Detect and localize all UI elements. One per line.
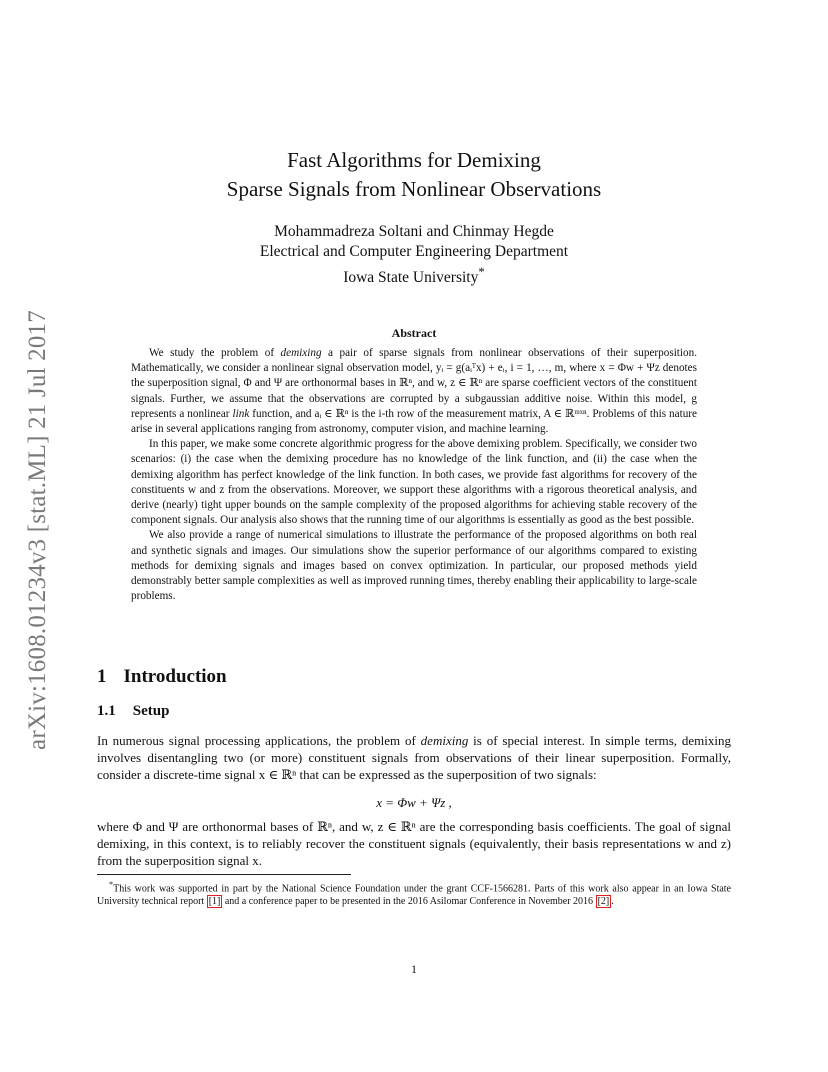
title-line-1: Fast Algorithms for Demixing [287, 148, 541, 172]
footnote: *This work was supported in part by the National Science Foundation under the grant CCF-1566281. Parts of this work also appear in an Iowa State University technical report [1] and a conference paper to be presented in the 2016 Asilomar Conference in November 2016 [2] . [97, 880, 731, 908]
section-title: Introduction [123, 666, 227, 687]
body-paragraph-2: where Φ and Ψ are orthonormal bases of ℝⁿ, and w, z ∈ ℝⁿ are the corresponding basis coefficients. The goal of signal demixing, in this context, is to reliably recover the constituent signals (equivalently, their basis representations w and z) from the superposition signal x. [97, 819, 731, 868]
abstract-paragraph-2: In this paper, we make some concrete algorithmic progress for the above demixing problem. Specifically, we consider two scenarios: (i) the case when the demixing procedure has no knowledge of the link function, and (ii) the case when the demixing algorithm has perfect knowledge of the link function. In both cases, we provide fast algorithms for recovery of the constituents w and z from the observations. Moreover, we support these algorithms with a rigorous theoretical analysis, and derive (nearly) tight upper bounds on the sample complexity of the proposed algorithms for achieving stable recovery of the component signals. Our analysis also shows that the running time of our algorithms is essentially as good as the best possible. [131, 438, 697, 527]
page-number: 1 [411, 962, 417, 976]
author-university: Iowa State University* [343, 264, 485, 287]
subsection-title: Setup [132, 703, 170, 719]
title-line-2: Sparse Signals from Nonlinear Observations [226, 177, 602, 201]
footnote-marker: * [478, 264, 485, 279]
section-heading [97, 666, 227, 688]
display-equation: x = Φw + Ψz , [376, 795, 452, 810]
author-block [0, 222, 828, 288]
footnote-rule [97, 874, 351, 875]
author-department: Electrical and Computer Engineering Department [259, 243, 569, 260]
citation-link-2[interactable]: [2] [597, 896, 610, 908]
paper-title [0, 146, 828, 204]
citation-link-1[interactable]: [1] [208, 896, 221, 908]
abstract-paragraph-1: We study the problem of demixing a pair of sparse signals from nonlinear observations of their superposition. Mathematically, we consider a nonlinear signal observation model, yᵢ = g(aᵢᵀx) + eᵢ, i = 1, …, m, where x = Φw + Ψz denotes the superposition signal, Φ and Ψ are orthonormal bases in ℝⁿ, and w, z ∈ ℝⁿ are sparse coefficient vectors of the constituent signals. Further, we assume that the observations are corrupted by a subgaussian additive noise. Within this model, g represents a nonlinear link function, and aᵢ ∈ ℝⁿ is the i-th row of the measurement matrix, A ∈ ℝᵐˣⁿ. Problems of this nature arise in several applications ranging from astronomy, computer vision, and machine learning. [131, 347, 697, 436]
arxiv-identifier: arXiv:1608.01234v3 [stat.ML] 21 Jul 2017 [24, 310, 51, 750]
subsection-heading [97, 703, 169, 720]
abstract-paragraph-3: We also provide a range of numerical simulations to illustrate the performance of the proposed algorithms on both real and synthetic signals and images. Our simulations show the superior performance of our algorithms compared to existing methods for demixing signals and images based on convex optimization. In particular, our proposed methods yield demonstrably better sample complexities as well as improved running times, thereby enabling their applicability to large-scale problems. [131, 529, 697, 603]
footnote-mark: * [109, 880, 114, 889]
subsection-number: 1.1 [97, 703, 116, 719]
section-number: 1 [97, 666, 107, 687]
abstract-body [131, 346, 697, 604]
body-paragraph-1: In numerous signal processing applications, the problem of demixing is of special interest. In simple terms, demixing involves disentangling two (or more) constituent signals from observations of their linear superposition. Formally, consider a discrete-time signal x ∈ ℝⁿ that can be expressed as the superposition of two signals: [97, 733, 731, 782]
author-names: Mohammadreza Soltani and Chinmay Hegde [274, 223, 554, 240]
abstract-heading: Abstract [391, 326, 437, 340]
